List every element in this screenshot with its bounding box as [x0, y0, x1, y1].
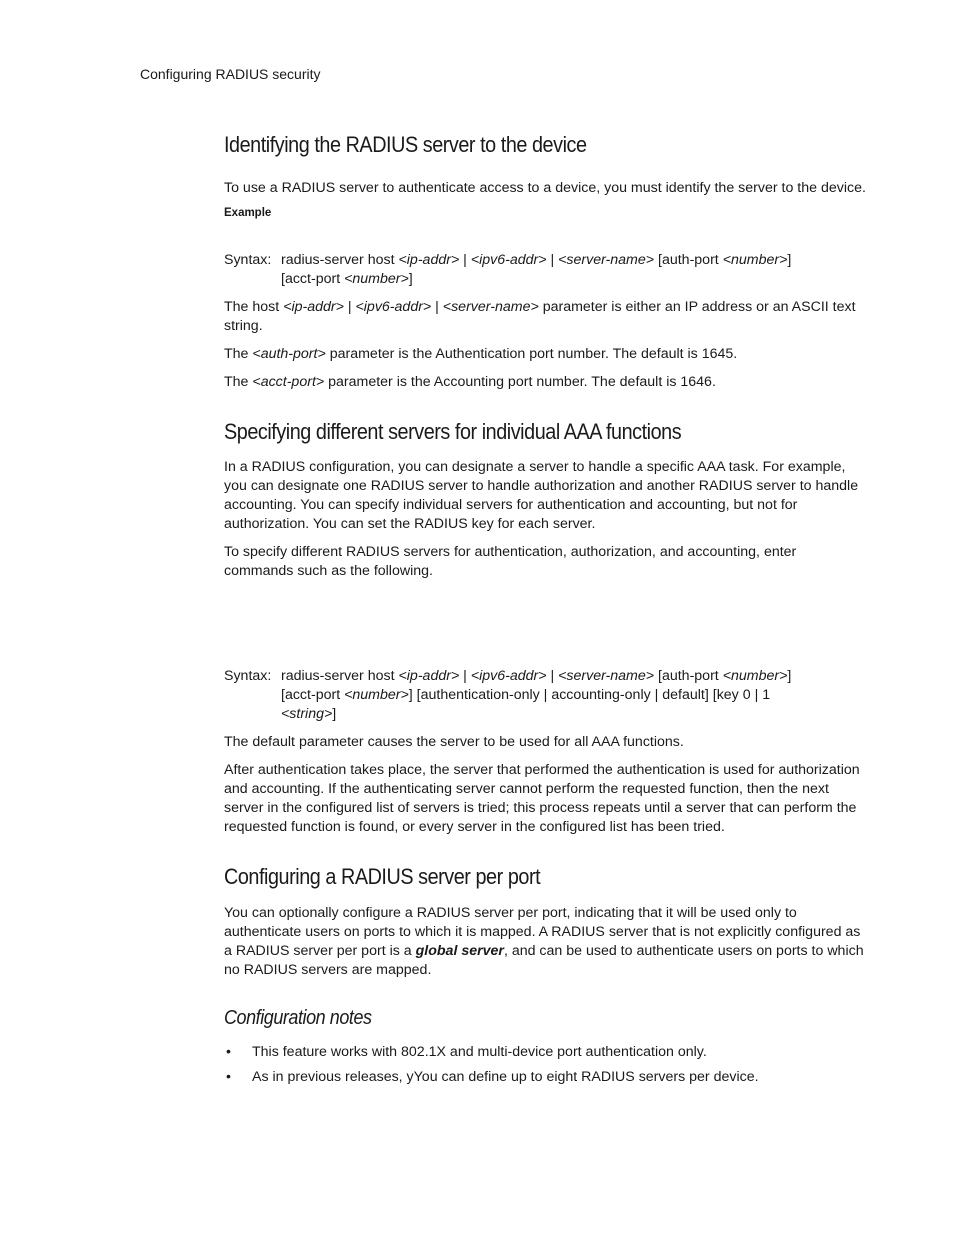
text: parameter is the Accounting port number. The default is 1646. — [328, 374, 716, 390]
syntax-label: Syntax: — [224, 252, 272, 268]
list-item-text: This feature works with 802.1X and multi-device port authentication only. — [252, 1044, 707, 1060]
separator: | — [650, 687, 663, 703]
keyword-auth-port: auth-port — [661, 668, 719, 684]
example-label: Example — [224, 207, 272, 219]
keyword-default: default — [662, 687, 705, 703]
param-ipv6-addr: <ipv6-addr> — [355, 299, 432, 315]
param-number: <number> — [722, 668, 788, 684]
list-item — [224, 1068, 869, 1087]
param-ip-addr: <ip-addr> — [398, 252, 460, 268]
keyword-host: host — [252, 299, 280, 315]
section-heading-per-port: Configuring a RADIUS server per port — [224, 864, 541, 889]
default-para — [224, 733, 869, 752]
section-heading-identifying: Identifying the RADIUS server to the device — [224, 132, 587, 157]
s1-intro: To use a RADIUS server to authenticate access to a device, you must identify the server to the device. — [224, 180, 866, 196]
text: , and can be used to authenticate users on ports to which no RADIUS servers are mapped. — [224, 943, 864, 978]
list-item — [224, 1043, 869, 1062]
bullet-icon: • — [226, 1044, 231, 1060]
main-content — [224, 132, 869, 1087]
param-server-name: <server-name> — [442, 299, 539, 315]
text: parameter is either an IP address or an ASCII text string. — [224, 299, 856, 334]
separator: | — [343, 299, 356, 315]
syntax-label: Syntax: — [224, 668, 272, 684]
text: The — [224, 374, 249, 390]
param-number: <number> — [344, 687, 409, 703]
text: The — [224, 734, 249, 750]
keyword-default: default — [252, 734, 296, 750]
auth-port-para — [224, 345, 869, 364]
s3-para-1 — [224, 904, 869, 980]
separator: | — [539, 687, 552, 703]
text: You can optionally configure a RADIUS server per port, indicating that it will be used only to authenticate users on ports to which it is mapped. A RADIUS server that is not explicitly configured as a RADIUS server per port is a — [224, 905, 861, 959]
keyword-zero: 0 — [742, 687, 751, 703]
s2-syntax: Syntax: radius-server host <ip-addr> | <ipv6-addr> | <server-name> [auth-port <number>] [acct-port <number>] [authentication-only | accounting-only | default] [key 0 | 1 <string>] — [224, 668, 792, 722]
s2-para-3: After authentication takes place, the server that performed the authentication is used for authorization and accounting. If the authenticating server cannot perform the requested function, then the next server in the configured list of servers is tried; this process repeats until a server that can perform the requested function is found, or every server in the configured list has been tried. — [224, 762, 860, 835]
keyword-acct-port: acct-port — [284, 271, 341, 287]
param-string: <string> — [281, 706, 333, 722]
term-global-server: global server — [415, 943, 504, 959]
text: The — [224, 299, 249, 315]
param-ip-addr: <ip-addr> — [283, 299, 344, 315]
param-server-name: <server-name> — [558, 252, 655, 268]
host-para — [224, 298, 869, 336]
text: parameter causes the server to be used for all AAA functions. — [298, 734, 684, 750]
separator: | — [546, 252, 559, 268]
syntax-command: radius-server host — [281, 252, 395, 268]
param-server-name: <server-name> — [558, 668, 655, 684]
keyword-accounting-only: accounting-only — [551, 687, 651, 703]
param-number: <number> — [722, 252, 788, 268]
list-item-text: As in previous releases, yYou can define up to eight RADIUS servers per device. — [252, 1069, 759, 1085]
syntax-command: radius-server host — [281, 668, 395, 684]
subheading-configuration-notes: Configuration notes — [224, 1007, 372, 1029]
keyword-auth-port: auth-port — [661, 252, 719, 268]
separator: | — [459, 252, 471, 268]
keyword-key: key — [716, 687, 739, 703]
keyword-authentication-only: authentication-only — [420, 687, 540, 703]
text: parameter is the Authentication port number. The default is 1645. — [329, 346, 738, 362]
param-acct-port: <acct-port> — [252, 374, 325, 390]
param-ipv6-addr: <ipv6-addr> — [470, 668, 547, 684]
notes-list — [224, 1043, 869, 1087]
bullet-icon: • — [226, 1069, 231, 1085]
separator: | — [546, 668, 559, 684]
keyword-acct-port: acct-port — [284, 687, 341, 703]
s2-para-2: To specify different RADIUS servers for authentication, authorization, and accounting, enter commands such as the following. — [224, 544, 797, 579]
section-heading-specifying: Specifying different servers for individual AAA functions — [224, 419, 682, 444]
s1-syntax: Syntax: radius-server host <ip-addr> | <ipv6-addr> | <server-name> [auth-port <number>] [acct-port <number>] — [224, 252, 792, 287]
separator: | — [750, 687, 763, 703]
running-head: Configuring RADIUS security — [140, 66, 321, 82]
param-auth-port: <auth-port> — [252, 346, 326, 362]
keyword-one: 1 — [762, 687, 771, 703]
param-number: <number> — [344, 271, 409, 287]
text: The — [224, 346, 249, 362]
separator: | — [459, 668, 471, 684]
param-ip-addr: <ip-addr> — [398, 668, 460, 684]
acct-port-para — [224, 373, 869, 392]
param-ipv6-addr: <ipv6-addr> — [470, 252, 547, 268]
s2-para-1: In a RADIUS configuration, you can designate a server to handle a specific AAA task. For example, you can designate one RADIUS server to handle authorization and another RADIUS server to handle accounting. You can specify individual servers for authentication and accounting, but not for authorization. You can set the RADIUS key for each server. — [224, 459, 859, 532]
separator: | — [431, 299, 443, 315]
